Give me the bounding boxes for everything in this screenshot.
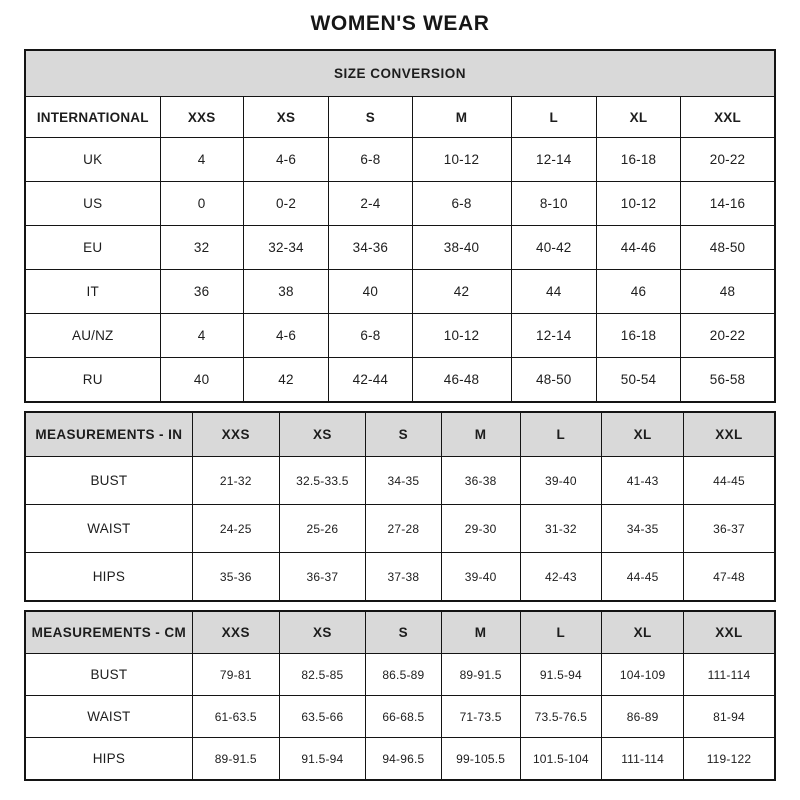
section-title: MEASUREMENTS - IN	[25, 412, 192, 457]
value-cell: 46	[597, 270, 681, 314]
row-label-cell: EU	[25, 226, 160, 270]
value-cell: 119-122	[683, 738, 775, 781]
value-cell: 82.5-85	[279, 654, 365, 696]
value-cell: 29-30	[441, 505, 520, 553]
row-label-cell: WAIST	[25, 696, 192, 738]
value-cell: 91.5-94	[520, 654, 602, 696]
value-cell: 89-91.5	[192, 738, 279, 781]
value-cell: 6-8	[329, 138, 412, 182]
value-cell: 20-22	[681, 138, 776, 182]
section-title: SIZE CONVERSION	[25, 50, 775, 97]
value-cell: 111-114	[602, 738, 684, 781]
value-cell: 31-32	[520, 505, 602, 553]
value-cell: 36-38	[441, 457, 520, 505]
value-cell: 71-73.5	[441, 696, 520, 738]
table-row	[25, 505, 775, 553]
value-cell: 38	[243, 270, 329, 314]
value-cell: 79-81	[192, 654, 279, 696]
size-conversion-table	[24, 49, 776, 403]
table-row	[25, 314, 775, 358]
table-row	[25, 50, 775, 97]
table-row	[25, 138, 775, 182]
value-cell: 73.5-76.5	[520, 696, 602, 738]
value-cell: 10-12	[597, 182, 681, 226]
value-cell: 34-36	[329, 226, 412, 270]
value-cell: 10-12	[412, 314, 511, 358]
value-cell: 4-6	[243, 138, 329, 182]
value-cell: 89-91.5	[441, 654, 520, 696]
value-cell: 40	[329, 270, 412, 314]
value-cell: 66-68.5	[366, 696, 442, 738]
header-cell: XL	[597, 97, 681, 138]
header-cell: XXL	[683, 611, 775, 654]
value-cell: 36-37	[683, 505, 775, 553]
table-row	[25, 182, 775, 226]
table-row	[25, 457, 775, 505]
header-cell: L	[520, 611, 602, 654]
header-cell: XS	[243, 97, 329, 138]
table-row	[25, 611, 775, 654]
page-title: WOMEN'S WEAR	[310, 12, 490, 35]
value-cell: 44	[511, 270, 597, 314]
value-cell: 44-46	[597, 226, 681, 270]
measurements-cm-table	[24, 610, 776, 781]
value-cell: 0-2	[243, 182, 329, 226]
header-cell: M	[441, 412, 520, 457]
value-cell: 32.5-33.5	[279, 457, 365, 505]
value-cell: 48-50	[511, 358, 597, 403]
table-row	[25, 358, 775, 403]
row-label-cell: IT	[25, 270, 160, 314]
header-cell: S	[366, 611, 442, 654]
value-cell: 48	[681, 270, 776, 314]
value-cell: 37-38	[366, 553, 442, 602]
value-cell: 12-14	[511, 314, 597, 358]
row-label-cell: US	[25, 182, 160, 226]
value-cell: 34-35	[602, 505, 684, 553]
value-cell: 25-26	[279, 505, 365, 553]
row-label-cell: UK	[25, 138, 160, 182]
table-row	[25, 654, 775, 696]
value-cell: 2-4	[329, 182, 412, 226]
value-cell: 39-40	[441, 553, 520, 602]
value-cell: 42-43	[520, 553, 602, 602]
value-cell: 48-50	[681, 226, 776, 270]
header-cell: XL	[602, 412, 684, 457]
value-cell: 44-45	[683, 457, 775, 505]
value-cell: 32-34	[243, 226, 329, 270]
value-cell: 46-48	[412, 358, 511, 403]
section-title: MEASUREMENTS - CM	[25, 611, 192, 654]
header-cell: S	[366, 412, 442, 457]
row-label-cell: BUST	[25, 457, 192, 505]
header-cell: XXL	[683, 412, 775, 457]
header-cell: XS	[279, 611, 365, 654]
header-cell: S	[329, 97, 412, 138]
value-cell: 36-37	[279, 553, 365, 602]
value-cell: 20-22	[681, 314, 776, 358]
header-cell: L	[520, 412, 602, 457]
value-cell: 14-16	[681, 182, 776, 226]
value-cell: 42	[243, 358, 329, 403]
value-cell: 32	[160, 226, 243, 270]
header-cell: XXS	[192, 611, 279, 654]
value-cell: 35-36	[192, 553, 279, 602]
value-cell: 101.5-104	[520, 738, 602, 781]
table-row	[25, 412, 775, 457]
value-cell: 86.5-89	[366, 654, 442, 696]
value-cell: 61-63.5	[192, 696, 279, 738]
value-cell: 111-114	[683, 654, 775, 696]
value-cell: 16-18	[597, 314, 681, 358]
value-cell: 42	[412, 270, 511, 314]
row-label-cell: HIPS	[25, 738, 192, 781]
header-cell: XXS	[192, 412, 279, 457]
row-label-cell: AU/NZ	[25, 314, 160, 358]
value-cell: 10-12	[412, 138, 511, 182]
table-row	[25, 696, 775, 738]
value-cell: 50-54	[597, 358, 681, 403]
value-cell: 39-40	[520, 457, 602, 505]
value-cell: 8-10	[511, 182, 597, 226]
header-cell: INTERNATIONAL	[25, 97, 160, 138]
value-cell: 24-25	[192, 505, 279, 553]
table-row	[25, 738, 775, 781]
row-label-cell: WAIST	[25, 505, 192, 553]
value-cell: 86-89	[602, 696, 684, 738]
header-cell: M	[441, 611, 520, 654]
value-cell: 40-42	[511, 226, 597, 270]
value-cell: 0	[160, 182, 243, 226]
value-cell: 4	[160, 314, 243, 358]
header-cell: XL	[602, 611, 684, 654]
table-row	[25, 553, 775, 602]
header-cell: L	[511, 97, 597, 138]
value-cell: 6-8	[329, 314, 412, 358]
value-cell: 40	[160, 358, 243, 403]
header-cell: XXS	[160, 97, 243, 138]
value-cell: 44-45	[602, 553, 684, 602]
value-cell: 12-14	[511, 138, 597, 182]
value-cell: 34-35	[366, 457, 442, 505]
value-cell: 47-48	[683, 553, 775, 602]
row-label-cell: HIPS	[25, 553, 192, 602]
value-cell: 99-105.5	[441, 738, 520, 781]
value-cell: 4	[160, 138, 243, 182]
value-cell: 4-6	[243, 314, 329, 358]
value-cell: 56-58	[681, 358, 776, 403]
header-cell: M	[412, 97, 511, 138]
header-cell: XS	[279, 412, 365, 457]
value-cell: 91.5-94	[279, 738, 365, 781]
row-label-cell: BUST	[25, 654, 192, 696]
table-row	[25, 97, 775, 138]
header-cell: XXL	[681, 97, 776, 138]
value-cell: 27-28	[366, 505, 442, 553]
value-cell: 41-43	[602, 457, 684, 505]
value-cell: 38-40	[412, 226, 511, 270]
value-cell: 63.5-66	[279, 696, 365, 738]
table-row	[25, 270, 775, 314]
value-cell: 94-96.5	[366, 738, 442, 781]
value-cell: 16-18	[597, 138, 681, 182]
value-cell: 81-94	[683, 696, 775, 738]
measurements-in-table	[24, 411, 776, 602]
row-label-cell: RU	[25, 358, 160, 403]
value-cell: 36	[160, 270, 243, 314]
value-cell: 21-32	[192, 457, 279, 505]
value-cell: 6-8	[412, 182, 511, 226]
value-cell: 42-44	[329, 358, 412, 403]
table-row	[25, 226, 775, 270]
value-cell: 104-109	[602, 654, 684, 696]
